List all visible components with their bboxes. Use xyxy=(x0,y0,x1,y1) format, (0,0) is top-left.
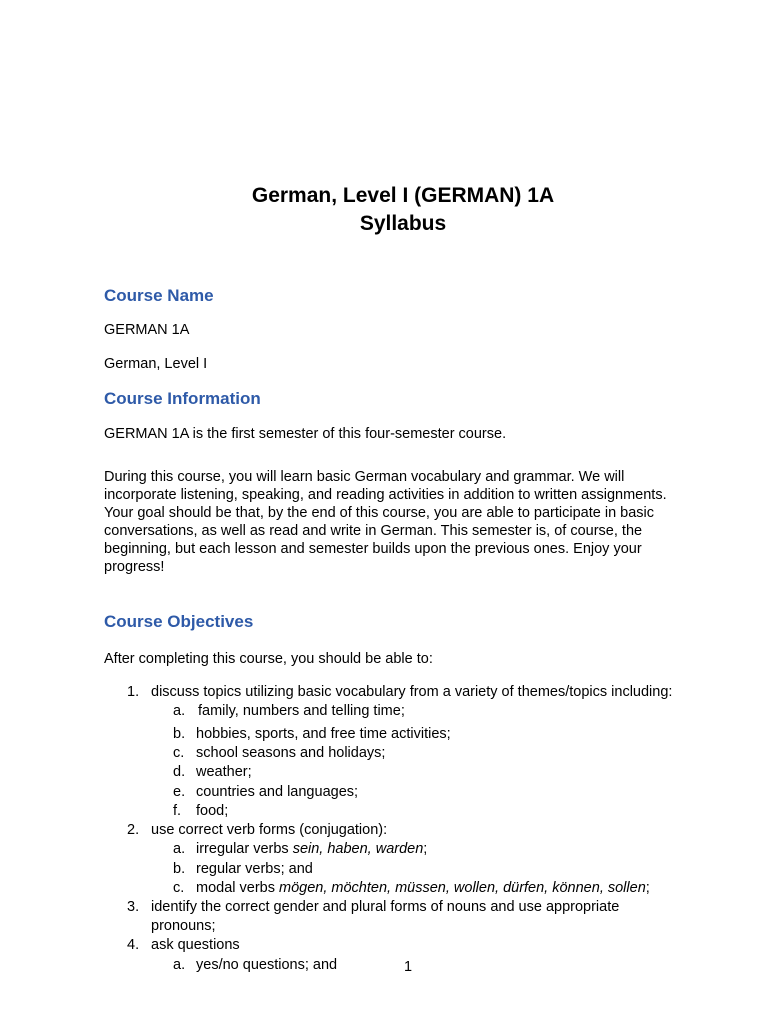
sub-list-letter: c. xyxy=(173,745,185,761)
paragraph-line: During this course, you will learn basic German vocabulary and grammar. We will xyxy=(104,469,625,485)
sub-list-letter: b. xyxy=(173,726,186,742)
sub-list-text xyxy=(196,879,650,897)
course-title: German, Level I xyxy=(104,356,208,372)
sub-list-letter: b. xyxy=(173,861,186,877)
sub-list-text: yes/no questions; and xyxy=(196,957,338,973)
sub-list-letter: a. xyxy=(173,703,186,719)
sub-list-letter: c. xyxy=(173,880,185,896)
sub-list-item xyxy=(0,860,768,878)
list-item-text: ask questions xyxy=(151,937,240,953)
sub-list-text: family, numbers and telling time; xyxy=(198,703,405,719)
course-information-heading: Course Information xyxy=(104,389,261,408)
paragraph-line: beginning, but each lesson and semester builds upon the previous ones. Enjoy your xyxy=(104,541,642,557)
sub-list-letter: e. xyxy=(173,784,186,800)
paragraph-line: conversations, as well as read and write in German. This semester is, of course, the xyxy=(104,523,643,539)
paragraph-line: Your goal should be that, by the end of this course, you are able to participate in basic xyxy=(104,505,655,521)
sub-list-letter: d. xyxy=(173,764,186,780)
sub-list-item xyxy=(0,956,768,974)
sub-list-item xyxy=(0,725,768,743)
sub-list-text: regular verbs; and xyxy=(196,861,313,877)
list-number: 1. xyxy=(127,684,140,700)
sub-list-letter: f. xyxy=(173,803,182,819)
sub-list-text: hobbies, sports, and free time activities; xyxy=(196,726,451,742)
list-item-continuation xyxy=(0,917,768,935)
sub-list-item xyxy=(0,744,768,762)
sub-list-text xyxy=(196,840,427,858)
course-name-heading: Course Name xyxy=(104,286,214,305)
sub-list-item xyxy=(0,840,768,858)
sub-list-item xyxy=(0,783,768,801)
sub-list-text-italic: sein, haben, warden xyxy=(292,841,424,857)
sub-list-item xyxy=(0,702,768,720)
sub-list-item xyxy=(0,763,768,781)
sub-list-text: weather; xyxy=(196,764,252,780)
sub-list-letter: a. xyxy=(173,957,186,973)
list-number: 3. xyxy=(127,899,140,915)
sub-list-text-italic: mögen, möchten, müssen, wollen, dürfen, können, sollen xyxy=(279,880,646,896)
document-subtitle: Syllabus xyxy=(359,212,447,235)
page-number: 1 xyxy=(404,959,413,975)
paragraph-line: progress! xyxy=(104,559,165,575)
sub-list-letter: a. xyxy=(173,841,186,857)
paragraph-line: incorporate listening, speaking, and reading activities in addition to written assignments. xyxy=(104,487,667,503)
list-item xyxy=(0,898,768,916)
course-code: GERMAN 1A xyxy=(104,322,190,338)
sub-list-text: school seasons and holidays; xyxy=(196,745,386,761)
list-number: 2. xyxy=(127,822,140,838)
sub-list-text-suffix: ; xyxy=(645,880,650,896)
list-item-text: discuss topics utilizing basic vocabulary from a variety of themes/topics including: xyxy=(151,684,673,700)
sub-list-text: countries and languages; xyxy=(196,784,359,800)
list-item xyxy=(0,821,768,839)
sub-list-item xyxy=(0,879,768,897)
document-title: German, Level I (GERMAN) 1A xyxy=(251,184,555,207)
sub-list-item xyxy=(0,802,768,820)
sub-list-text-suffix: ; xyxy=(423,841,428,857)
course-information-intro: GERMAN 1A is the first semester of this four-semester course. xyxy=(104,426,507,442)
list-item-text: pronouns; xyxy=(151,918,216,934)
sub-list-text-plain: irregular verbs xyxy=(196,841,293,857)
list-item-text: use correct verb forms (conjugation): xyxy=(151,822,388,838)
list-item xyxy=(0,683,768,701)
sub-list-text: food; xyxy=(196,803,229,819)
sub-list-text-plain: modal verbs xyxy=(196,880,280,896)
course-objectives-intro: After completing this course, you should be able to: xyxy=(104,651,433,667)
list-number: 4. xyxy=(127,937,140,953)
course-objectives-heading: Course Objectives xyxy=(104,612,254,631)
list-item xyxy=(0,936,768,954)
list-item-text: identify the correct gender and plural forms of nouns and use appropriate xyxy=(151,899,620,915)
